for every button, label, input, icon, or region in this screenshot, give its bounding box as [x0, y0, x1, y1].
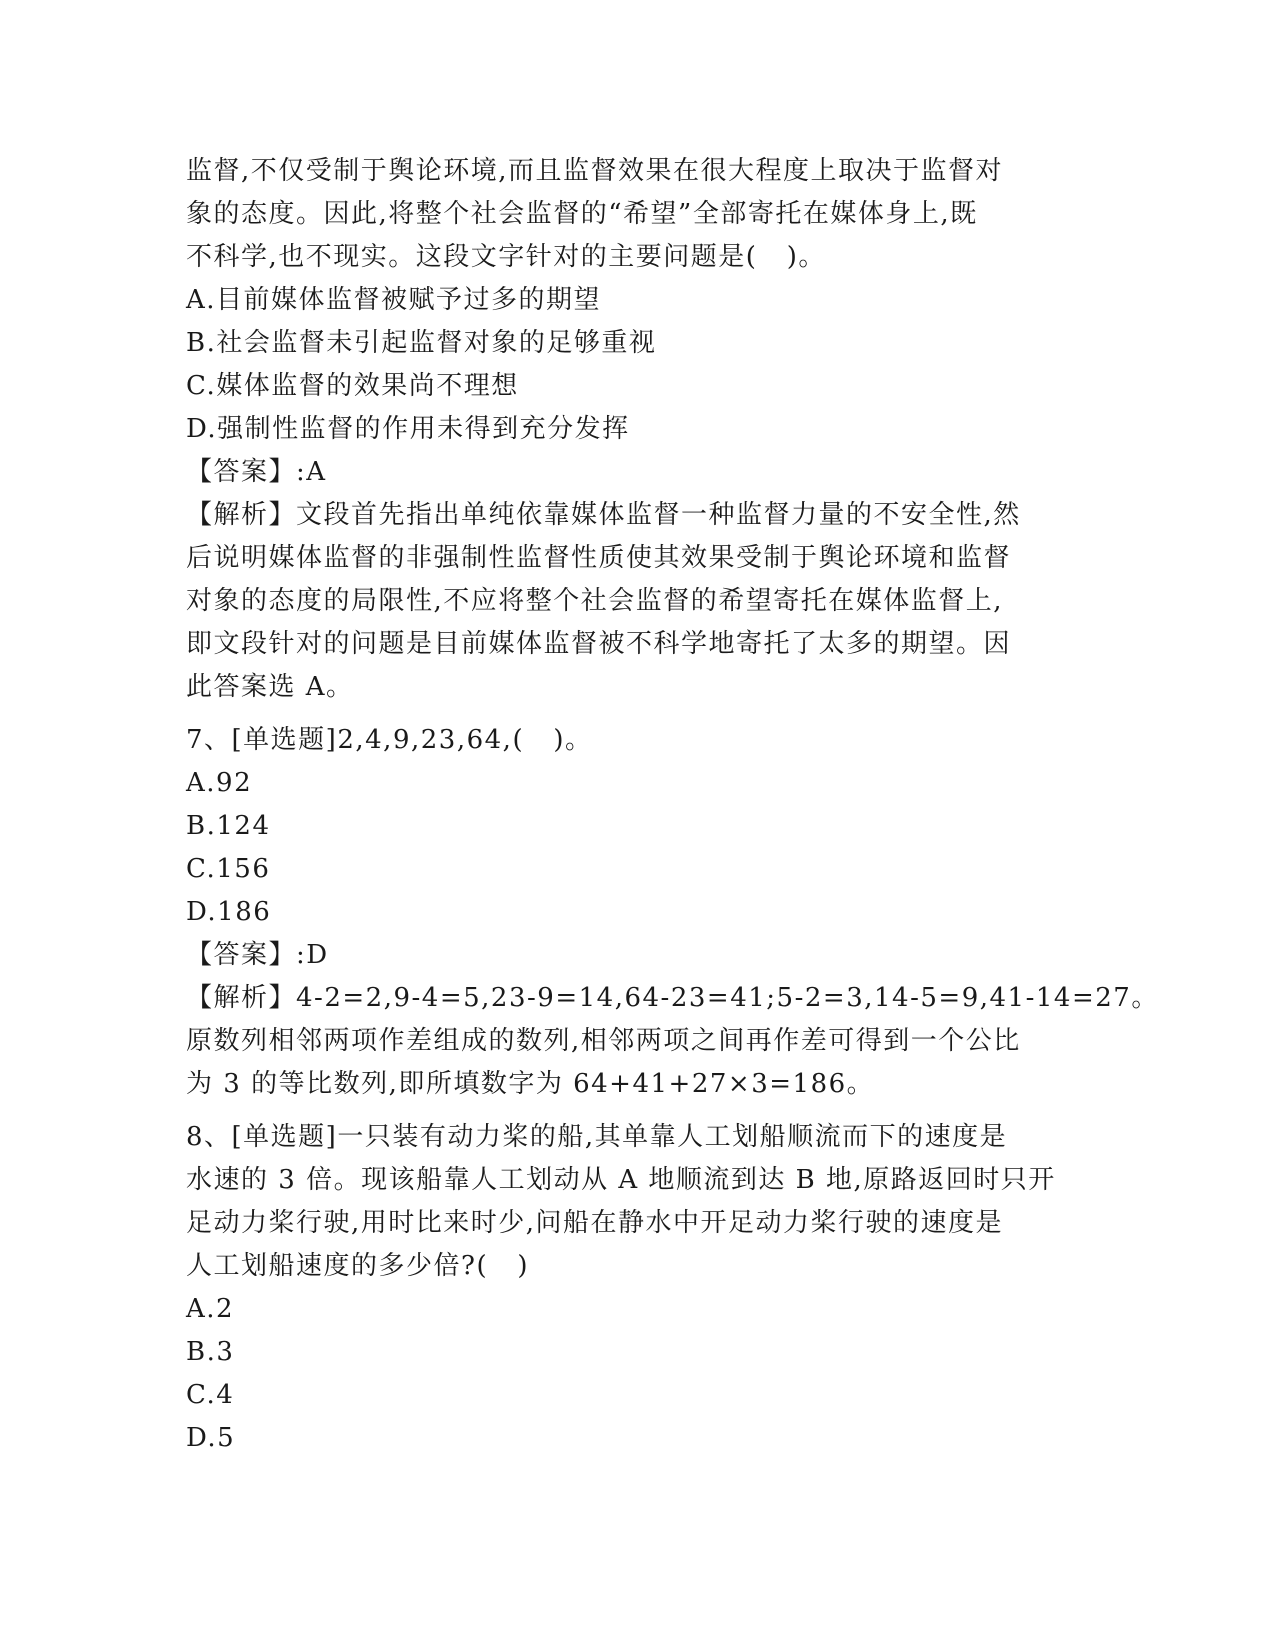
analysis-line: 为 3 的等比数列,即所填数字为 64+41+27×3=186。 — [186, 1069, 875, 1099]
question-stem-line: 水速的 3 倍。现该船靠人工划动从 A 地顺流到达 B 地,原路返回时只开 — [186, 1165, 1056, 1195]
analysis-line: 后说明媒体监督的非强制性监督性质使其效果受制于舆论环境和监督 — [186, 543, 1012, 573]
option-a: A.92 — [186, 768, 253, 798]
question-spacer — [186, 1106, 1086, 1116]
analysis-line: 即文段针对的问题是目前媒体监督被不科学地寄托了太多的期望。因 — [186, 629, 1012, 659]
option-a: A.2 — [186, 1294, 235, 1324]
question-stem-line: 象的态度。因此,将整个社会监督的“希望”全部寄托在媒体身上,既 — [186, 199, 978, 229]
analysis-line: 【解析】文段首先指出单纯依靠媒体监督一种监督力量的不安全性,然 — [186, 500, 1021, 530]
question-stem-line: 监督,不仅受制于舆论环境,而且监督效果在很大程度上取决于监督对 — [186, 156, 1004, 186]
answer: 【答案】:A — [186, 457, 327, 487]
option-b: B.124 — [186, 811, 271, 841]
question-stem-line: 7、[单选题]2,4,9,23,64,( )。 — [186, 725, 593, 755]
document-page — [186, 150, 1159, 1460]
option-b: B.3 — [186, 1337, 235, 1367]
option-d: D.5 — [186, 1423, 236, 1453]
option-d: D.强制性监督的作用未得到充分发挥 — [186, 414, 630, 444]
analysis-line: 原数列相邻两项作差组成的数列,相邻两项之间再作差可得到一个公比 — [186, 1026, 1021, 1056]
option-c: C.156 — [186, 854, 271, 884]
question-stem-line: 人工划船速度的多少倍?( ) — [186, 1251, 530, 1281]
question-stem-line: 8、[单选题]一只装有动力桨的船,其单靠人工划船顺流而下的速度是 — [186, 1122, 1008, 1152]
question-stem-line: 不科学,也不现实。这段文字针对的主要问题是( )。 — [186, 242, 826, 272]
option-d: D.186 — [186, 897, 272, 927]
option-c: C.媒体监督的效果尚不理想 — [186, 371, 519, 401]
question-8 — [186, 1116, 1086, 1460]
option-b: B.社会监督未引起监督对象的足够重视 — [186, 328, 657, 358]
option-a: A.目前媒体监督被赋予过多的期望 — [186, 285, 602, 315]
analysis-line: 此答案选 A。 — [186, 672, 354, 702]
question-6 — [186, 150, 1086, 709]
question-7 — [186, 719, 1159, 1106]
question-spacer — [186, 709, 1086, 719]
option-c: C.4 — [186, 1380, 235, 1410]
question-stem-line: 足动力桨行驶,用时比来时少,问船在静水中开足动力桨行驶的速度是 — [186, 1208, 1004, 1238]
analysis-line: 对象的态度的局限性,不应将整个社会监督的希望寄托在媒体监督上, — [186, 586, 1004, 616]
answer: 【答案】:D — [186, 940, 329, 970]
analysis-line: 【解析】4-2=2,9-4=5,23-9=14,64-23=41;5-2=3,14-5=9,41-14=27。 — [186, 983, 1159, 1013]
